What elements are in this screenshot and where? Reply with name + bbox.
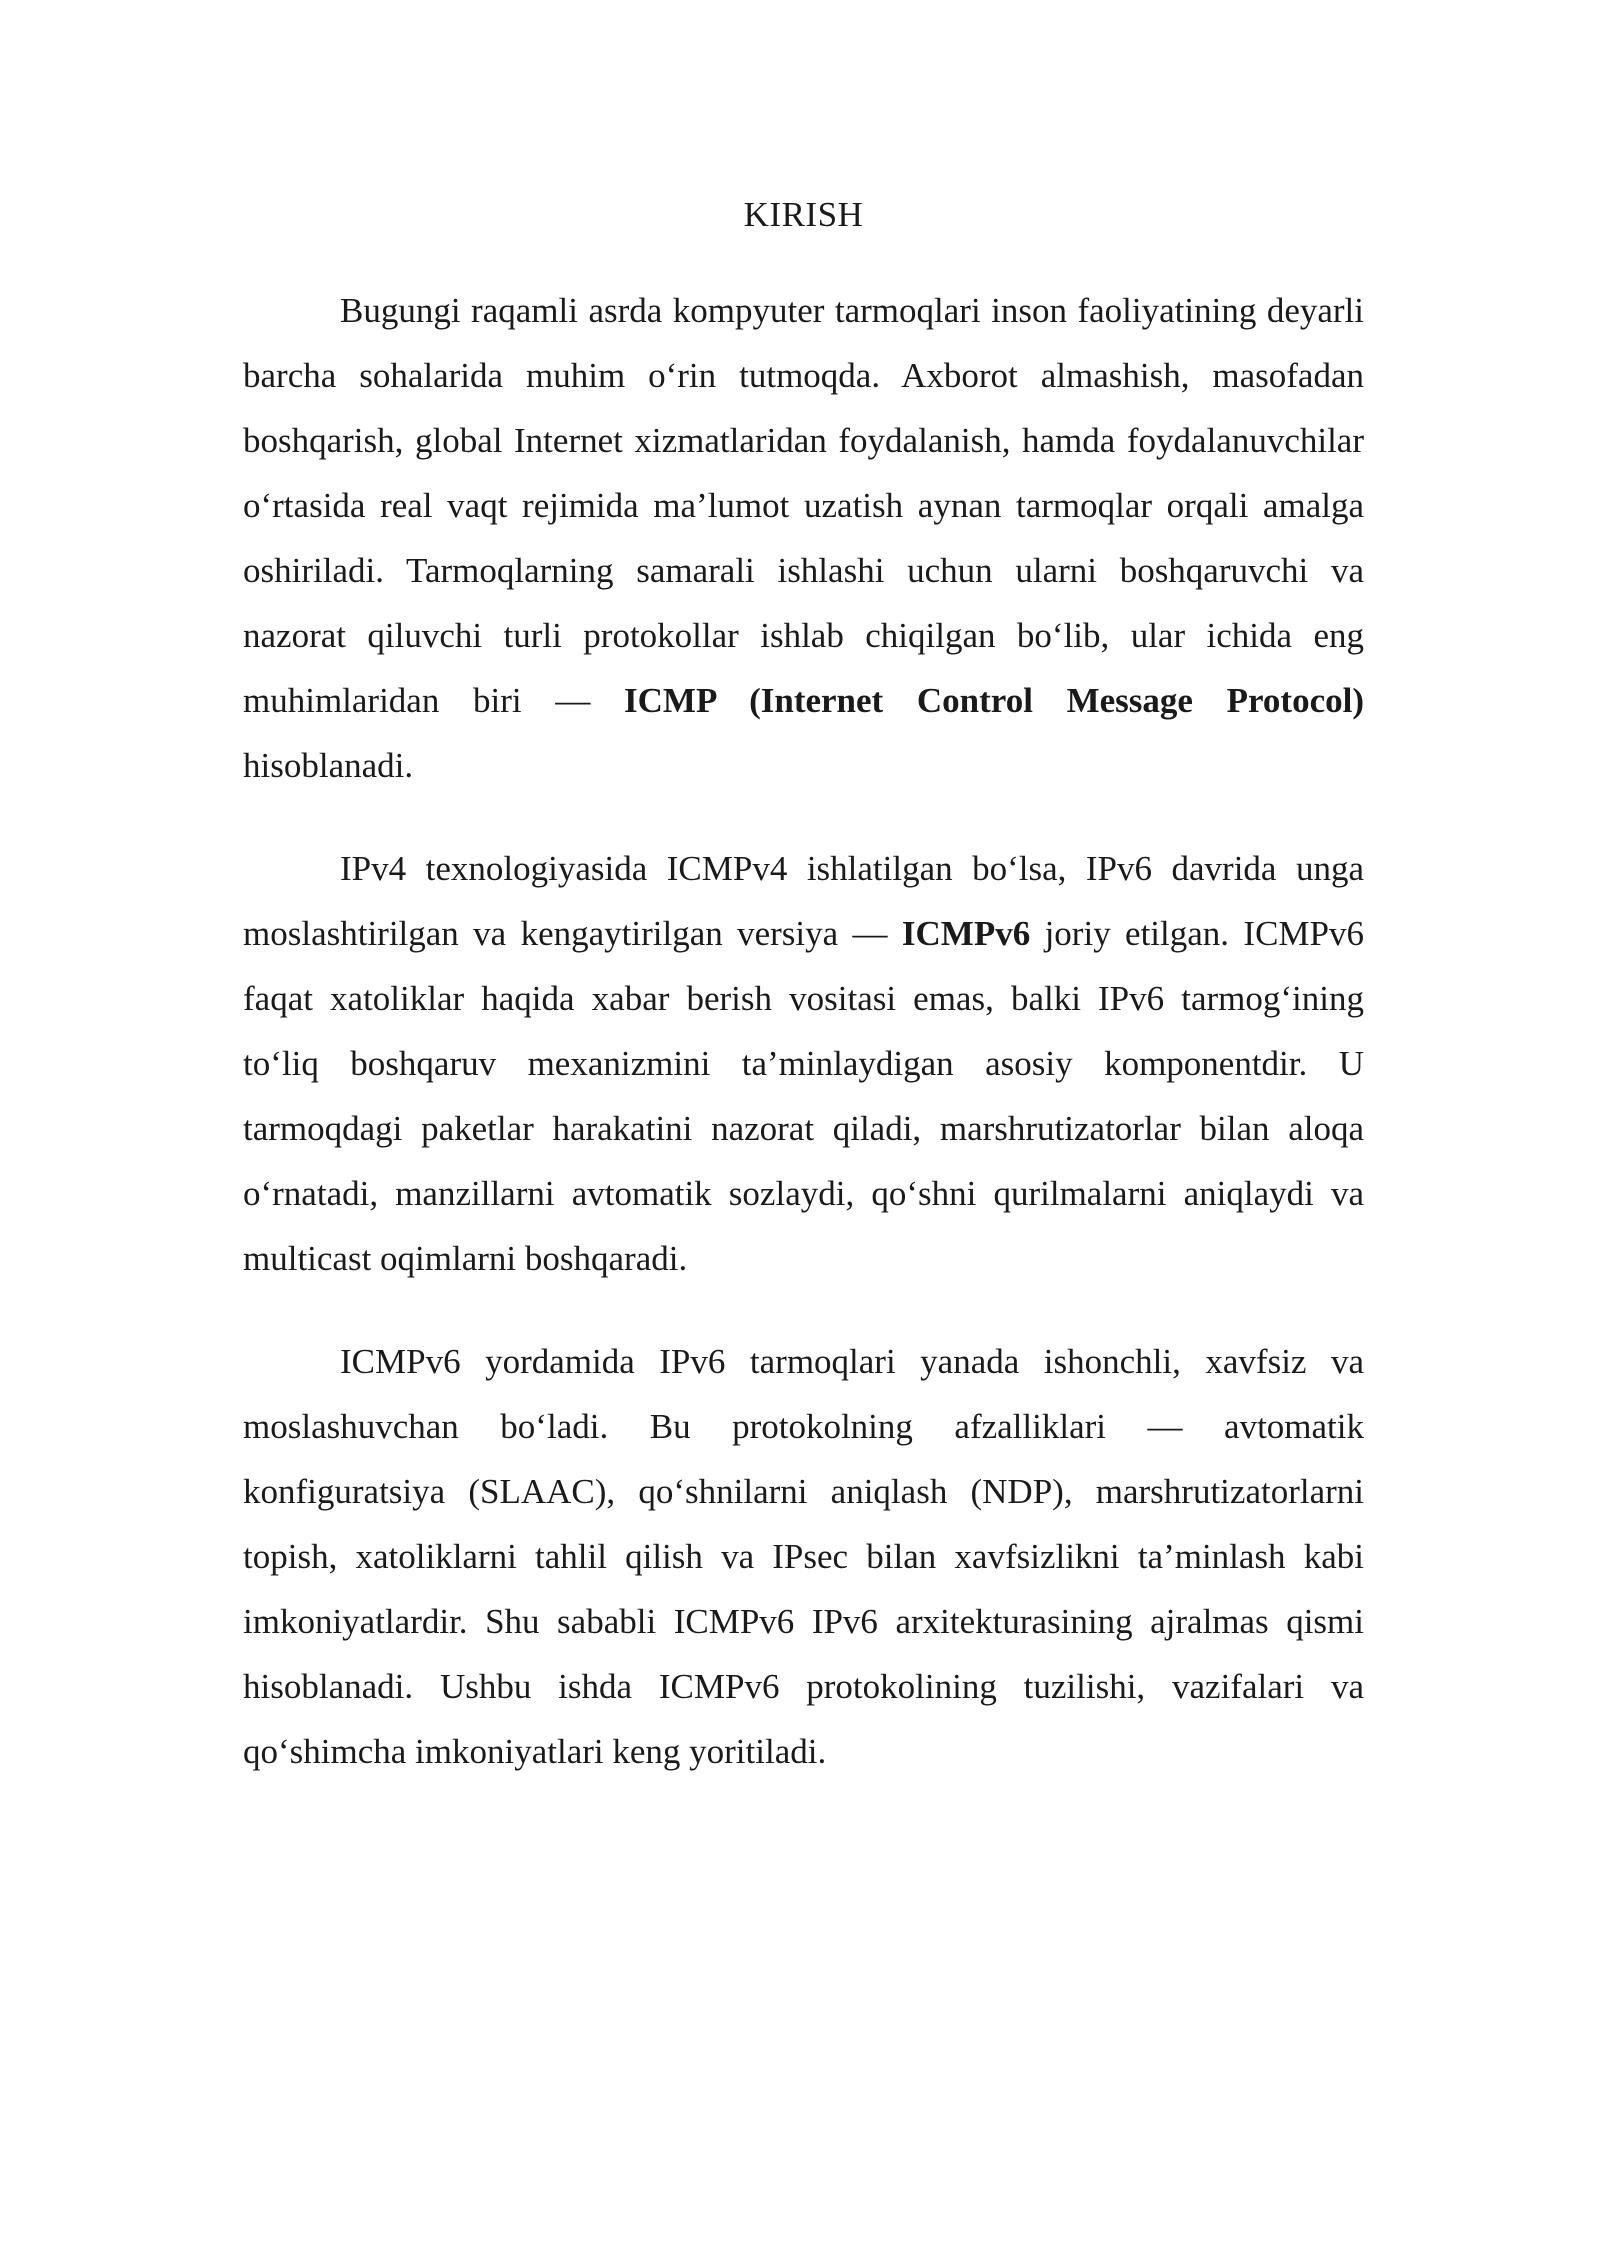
paragraph-2-text-a: IPv4 texnologiyasida ICMPv4 ishlatilgan bo‘lsa, IPv6 davrida unga moslashtirilgan va kengaytirilgan versiya — (243, 849, 1364, 953)
paragraph-3-text: ICMPv6 yordamida IPv6 tarmoqlari yanada ishonchli, xavfsiz va moslashuvchan bo‘ladi. Bu protokolning afzalliklari — avtomatik konfiguratsiya (SLAAC), qo‘shnilarni aniqlash (NDP), marshrutizatorlarni topish, xatoliklarni tahlil qilish va IPsec bilan xavfsizlikni ta’minlash kabi imkoniyatlardir. Shu sababli ICMPv6 IPv6 arxitekturasining ajralmas qismi hisoblanadi. Ushbu ishda ICMPv6 protokolining tuzilishi, vazifalari va qo‘shimcha imkoniyatlari keng yoritiladi. (243, 1342, 1364, 1771)
paragraph-1-text-b: hisoblanadi. (243, 746, 414, 785)
paragraph-1-text-a: Bugungi raqamli asrda kompyuter tarmoqlari inson faoliyatining deyarli barcha sohalarida muhim o‘rin tutmoqda. Axborot almashish, masofadan boshqarish, global Internet xizmatlaridan foydalanish, hamda foydalanuvchilar o‘rtasida real vaqt rejimida ma’lumot uzatish aynan tarmoqlar orqali amalga oshiriladi. Tarmoqlarning samarali ishlashi uchun ularni boshqaruvchi va nazorat qiluvchi turli protokollar ishlab chiqilgan bo‘lib, ular ichida eng muhimlaridan biri — (243, 291, 1364, 720)
paragraph-2 (243, 836, 1364, 1291)
document-page (243, 180, 1364, 1784)
paragraph-2-bold-term: ICMPv6 (901, 914, 1031, 953)
paragraph-1-bold-term: ICMP (Internet Control Message Protocol) (624, 681, 1364, 720)
paragraph-2-text-b: joriy etilgan. ICMPv6 faqat xatoliklar haqida xabar berish vositasi emas, balki IPv6 tarmog‘ining to‘liq boshqaruv mexanizmini ta’minlaydigan asosiy komponentdir. U tarmoqdagi paketlar harakatini nazorat qiladi, marshrutizatorlar bilan aloqa o‘rnatadi, manzillarni avtomatik sozlaydi, qo‘shni qurilmalarni aniqlaydi va multicast oqimlarni boshqaradi. (243, 914, 1364, 1278)
paragraph-3 (243, 1329, 1364, 1784)
section-title: KIRISH (743, 195, 864, 234)
paragraph-1 (243, 278, 1364, 798)
